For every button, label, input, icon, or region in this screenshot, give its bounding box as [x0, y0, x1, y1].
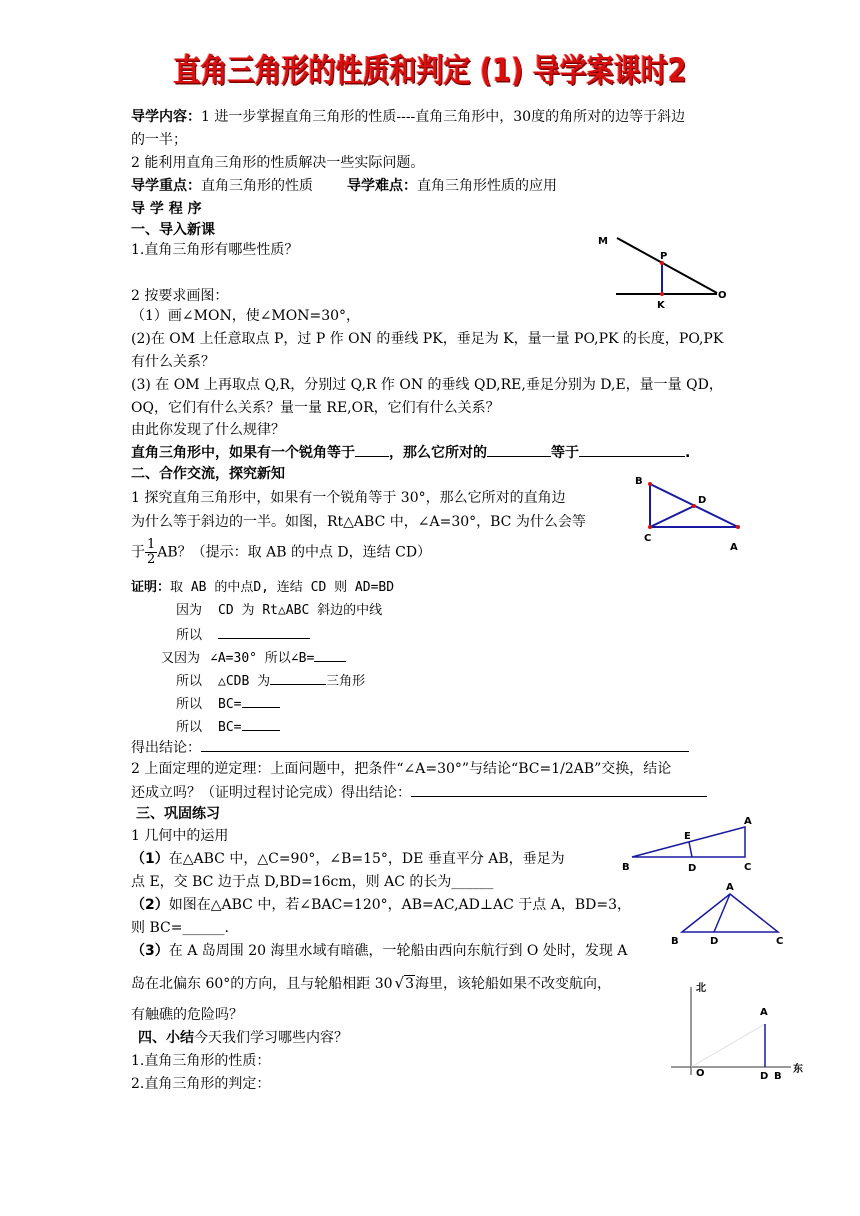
section3-heading: 三、巩固练习	[136, 806, 220, 822]
proof-6: BC=	[218, 697, 242, 712]
section2-p2a: 2 上面定理的逆定理：上面问题中，把条件“∠A=30°”与结论“BC=1/2AB”交换，结论	[131, 761, 672, 777]
proof-line-1	[131, 578, 394, 598]
ray-om	[617, 238, 717, 293]
label-b: B	[622, 862, 630, 873]
exercise-3c: 有触礁的危险吗？	[131, 1007, 243, 1023]
label-a: A	[744, 816, 752, 827]
proof-4: ∠A=30° 所以∠B=	[210, 651, 315, 666]
figure-angle-mon	[590, 232, 740, 312]
proof-7-keyword: 所以	[176, 720, 203, 735]
proof-5-blank[interactable]	[270, 670, 326, 685]
rule-part-c: 等于	[551, 445, 579, 461]
summary-2: 2.直角三角形的判定：	[131, 1076, 271, 1092]
proof-7: BC=	[218, 720, 242, 735]
section1-rule	[131, 442, 690, 463]
fraction-denominator: 2	[147, 552, 156, 567]
exercise-3a-text: 在 A 岛周围 20 海里水域有暗礁，一轮船由西向东航行到 O 处时，发现 A	[168, 943, 628, 959]
section2-heading: 二、合作交流，探究新知	[131, 466, 285, 482]
figure-isosceles-triangle	[668, 880, 793, 950]
section1-q1: 1.直角三角形有哪些性质？	[131, 242, 299, 258]
key-difficulty-line	[131, 176, 557, 196]
proof-line-3	[176, 624, 310, 646]
figure-triangle-15deg	[618, 813, 763, 875]
label-north: 北	[696, 983, 706, 994]
label-d: D	[710, 936, 719, 947]
key-label: 导学重点：	[131, 178, 201, 194]
content-label: 导学内容：	[131, 109, 201, 125]
section1-step1: （1）画∠MON，使∠MON=30°，	[131, 308, 361, 324]
label-k: K	[657, 300, 665, 311]
exercise-3a	[131, 941, 627, 961]
p1c-post: AB？（提示：取 AB 的中点 D，连结 CD）	[157, 544, 432, 561]
page-title: 直角三角形的性质和判定 (1) 导学案课时2	[173, 52, 687, 90]
conclusion-blank[interactable]	[201, 737, 689, 752]
difficulty-text: 直角三角形性质的应用	[417, 178, 557, 194]
section1-discover: 由此你发现了什么规律？	[131, 422, 285, 438]
section1-step3b: OQ，它们有什么关系？量一量 RE,OR，它们有什么关系？	[131, 400, 500, 416]
difficulty-label: 导学难点：	[347, 178, 417, 194]
label-b: B	[774, 1071, 782, 1082]
proof-line-6	[176, 693, 280, 715]
rule-blank-3[interactable]	[579, 442, 685, 457]
proof-5a: △CDB 为	[218, 674, 271, 689]
section4-heading	[138, 1028, 348, 1048]
proof-label: 证明：	[131, 580, 171, 595]
content-line-2: 2 能利用直角三角形的性质解决一些实际问题。	[131, 155, 425, 171]
section4-heading-text: 今天我们学习哪些内容？	[194, 1030, 348, 1046]
conclusion-label: 得出结论：	[131, 740, 201, 756]
section3-sub: 1 几何中的运用	[131, 828, 229, 844]
proof-1: 取 AB 的中点D, 连结 CD 则 AD=BD	[170, 580, 395, 595]
section2-p1c	[131, 538, 431, 567]
exercise-1a-text: 在△ABC 中，△C=90°，∠B=15°，DE 垂直平分 AB，垂足为	[168, 851, 565, 867]
point-a	[736, 525, 740, 529]
section4-heading-bold: 四、小结	[138, 1030, 194, 1046]
proof-7-blank[interactable]	[242, 716, 280, 731]
exercise-2-number: （2）	[131, 897, 169, 913]
rule-blank-2[interactable]	[487, 442, 551, 457]
proof-5b: 三角形	[326, 674, 366, 689]
p2b-text: 还成立吗？（证明过程讨论完成）得出结论：	[131, 785, 411, 801]
key-text: 直角三角形的性质	[201, 178, 313, 194]
triangle-abc-ex2	[682, 894, 778, 932]
label-d: D	[760, 1071, 769, 1082]
label-m: M	[598, 236, 608, 247]
proof-2: CD 为 Rt△ABC 斜边的中线	[218, 603, 383, 618]
section1-heading: 一、导入新课	[131, 222, 215, 238]
label-b: B	[635, 476, 643, 487]
exercise-2a	[131, 895, 631, 915]
content-line-1b: 的一半；	[131, 132, 187, 148]
point-b	[648, 482, 652, 486]
fraction-half	[145, 538, 157, 567]
section2-p1a: 1 探究直角三角形中，如果有一个锐角等于 30°，那么它所对的直角边	[131, 490, 566, 506]
summary-1: 1.直角三角形的性质：	[131, 1053, 271, 1069]
proof-3-keyword: 所以	[176, 628, 203, 643]
label-a: A	[730, 542, 738, 553]
proof-5-keyword: 所以	[176, 674, 203, 689]
label-o: O	[718, 290, 727, 301]
section1-step2b: 有什么关系？	[131, 354, 215, 370]
section2-p2b	[131, 782, 707, 803]
rule-part-a: 直角三角形中，如果有一个锐角等于	[131, 445, 355, 461]
label-d: D	[698, 495, 707, 506]
label-c: C	[644, 533, 652, 544]
rule-blank-1[interactable]	[355, 442, 389, 457]
label-b: B	[671, 936, 679, 947]
exercise-1a	[131, 849, 565, 869]
proof-4-keyword: 又因为	[161, 651, 201, 666]
exercise-2a-text: 如图在△ABC 中，若∠BAC=120°，AB=AC,AD⊥AC 于点 A，BD=3，	[168, 897, 632, 913]
proof-2-keyword: 因为	[176, 603, 203, 618]
proof-4-blank[interactable]	[314, 647, 346, 662]
exercise-1b: 点 E，交 BC 边于点 D,BD=16cm，则 AC 的长为______	[131, 874, 494, 890]
segment-de	[689, 842, 692, 857]
sqrt-radicand: 3	[405, 976, 415, 992]
line-oa	[691, 1024, 765, 1067]
proof-line-2	[176, 601, 382, 621]
proof-line-5	[176, 670, 365, 692]
proof-6-blank[interactable]	[242, 693, 280, 708]
conclusion-line	[131, 737, 689, 758]
p1c-pre: 于	[131, 544, 145, 561]
procedure-heading: 导 学 程 序	[131, 201, 202, 217]
point-k	[660, 292, 664, 296]
sqrt-symbol: √	[394, 974, 405, 992]
proof-3-blank[interactable]	[218, 624, 310, 639]
content-text-1: 1 进一步掌握直角三角形的性质----直角三角形中，30度的角所对的边等于斜边	[201, 109, 686, 125]
content-line-1	[131, 107, 685, 127]
label-a: A	[760, 1007, 768, 1018]
label-a: A	[726, 882, 734, 893]
label-o: O	[696, 1068, 705, 1079]
figure-north-east-diagram	[665, 975, 815, 1085]
p2b-blank[interactable]	[411, 782, 707, 797]
label-e: E	[684, 831, 691, 842]
exercise-2b: 则 BC=______.	[131, 920, 229, 936]
rule-part-b: ，那么它所对的	[389, 445, 487, 461]
section1-step3a: (3) 在 OM 上再取点 Q,R，分别过 Q,R 作 ON 的垂线 QD,RE,垂足分别为 D,E，量一量 QD，	[131, 377, 723, 393]
exercise-3b-post: 海里，该轮船如果不改变航向，	[415, 976, 612, 992]
exercise-1-number: （1）	[131, 851, 169, 867]
section2-p1b: 为什么等于斜边的一半。如图，Rt△ABC 中，∠A=30°，BC 为什么会等	[131, 514, 586, 530]
proof-6-keyword: 所以	[176, 697, 203, 712]
section1-q2: 2 按要求画图：	[131, 288, 229, 304]
rule-end: .	[685, 445, 691, 461]
point-d	[692, 504, 696, 508]
label-d: D	[688, 863, 697, 874]
point-c	[648, 525, 652, 529]
label-p: P	[660, 251, 668, 262]
proof-line-7	[176, 716, 280, 738]
exercise-3-number: （3）	[131, 943, 169, 959]
section1-step2a: (2)在 OM 上任意取点 P，过 P 作 ON 的垂线 PK，垂足为 K，量一量 PO,PK 的长度，PO,PK	[131, 331, 724, 347]
exercise-3b-pre: 岛在北偏东 60°的方向，且与轮船相距 30	[131, 976, 393, 992]
fraction-numerator: 1	[147, 537, 156, 552]
proof-line-4	[161, 647, 346, 669]
label-c: C	[744, 862, 752, 873]
segment-cd	[650, 506, 694, 527]
exercise-3b	[131, 973, 611, 994]
label-east: 东	[793, 1064, 803, 1075]
figure-rt-triangle-abc	[630, 472, 750, 554]
label-c: C	[776, 936, 784, 947]
